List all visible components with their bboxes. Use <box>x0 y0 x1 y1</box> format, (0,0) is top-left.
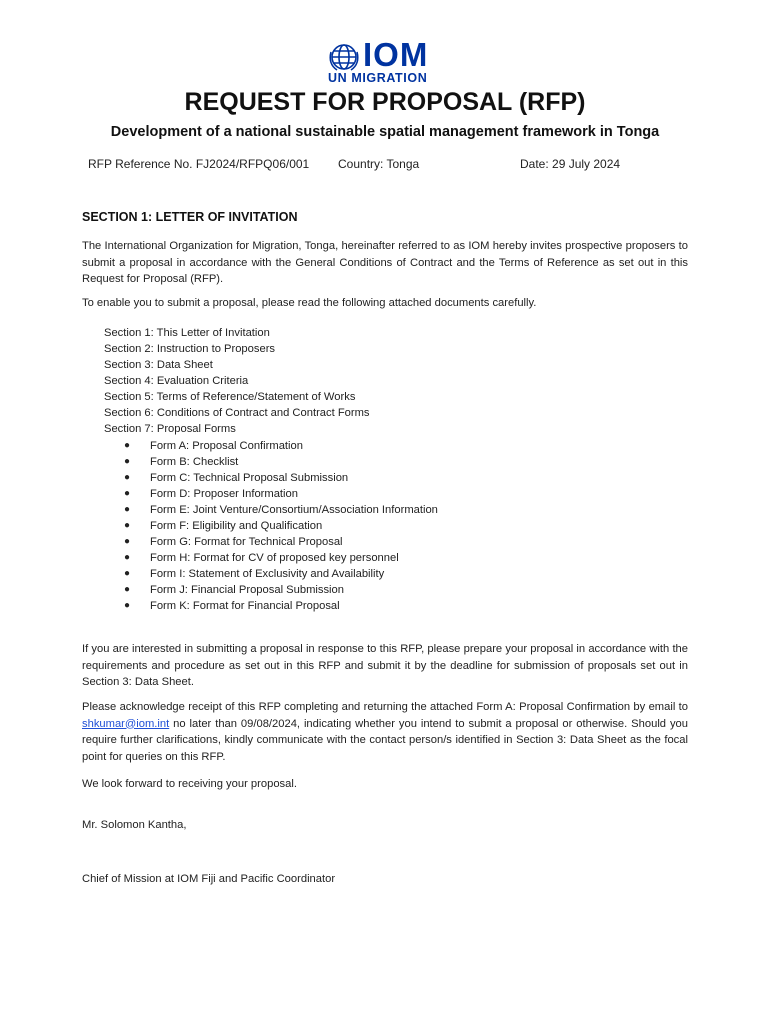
list-item <box>124 502 438 518</box>
form-label: Form D: Proposer Information <box>150 488 298 500</box>
intro-paragraph: The International Organization for Migration, Tonga, hereinafter referred to as IOM hereby invites prospective proposers to submit a proposal in accordance with the General Conditions of Contract and the Terms of Reference as set out in this Request for Proposal (RFP). <box>82 240 688 285</box>
bullet-icon: ● <box>124 488 131 499</box>
list-item: Section 6: Conditions of Contract and Contract Forms <box>104 407 370 419</box>
acknowledge-paragraph <box>82 699 688 765</box>
signatory-name: Mr. Solomon Kantha, <box>82 819 187 831</box>
form-label: Form E: Joint Venture/Consortium/Association Information <box>150 504 438 516</box>
acknowledge-text-before: Please acknowledge receipt of this RFP completing and returning the attached Form A: Proposal Confirmation by email to <box>82 701 688 713</box>
forms-list <box>124 438 438 614</box>
list-item: Section 7: Proposal Forms <box>104 423 236 435</box>
page-subtitle: Development of a national sustainable spatial management framework in Tonga <box>110 124 660 140</box>
list-item: Section 3: Data Sheet <box>104 359 213 371</box>
closing-line: We look forward to receiving your proposal. <box>82 778 297 790</box>
bullet-icon: ● <box>124 440 131 451</box>
bullet-icon: ● <box>124 568 131 579</box>
list-item <box>124 550 438 566</box>
rfp-reference: RFP Reference No. FJ2024/RFPQ06/001 <box>88 157 310 171</box>
bullet-icon: ● <box>124 584 131 595</box>
form-label: Form K: Format for Financial Proposal <box>150 600 340 612</box>
interest-paragraph: If you are interested in submitting a proposal in response to this RFP, please prepare your proposal in accordance with the requirements and procedure as set out in this RFP and submit it by the deadline for submission of proposals set out in Section 3: Data Sheet. <box>82 643 688 688</box>
enable-paragraph: To enable you to submit a proposal, please read the following attached documents carefully. <box>82 297 537 309</box>
bullet-icon: ● <box>124 600 131 611</box>
form-label: Form H: Format for CV of proposed key personnel <box>150 552 399 564</box>
page-title: REQUEST FOR PROPOSAL (RFP) <box>184 88 586 116</box>
bullet-icon: ● <box>124 472 131 483</box>
sections-list <box>104 325 370 437</box>
bullet-icon: ● <box>124 552 131 563</box>
list-item <box>124 534 438 550</box>
iom-logo <box>327 36 447 88</box>
list-item <box>124 438 438 454</box>
list-item <box>124 454 438 470</box>
list-item: Section 4: Evaluation Criteria <box>104 375 249 387</box>
form-label: Form I: Statement of Exclusivity and Availability <box>150 568 385 580</box>
list-item <box>124 470 438 486</box>
date: Date: 29 July 2024 <box>520 157 621 171</box>
form-label: Form J: Financial Proposal Submission <box>150 584 344 596</box>
logo-wordmark: IOM <box>363 36 429 73</box>
section-heading: SECTION 1: LETTER OF INVITATION <box>82 210 298 224</box>
list-item: Section 5: Terms of Reference/Statement of Works <box>104 391 356 403</box>
bullet-icon: ● <box>124 504 131 515</box>
form-label: Form G: Format for Technical Proposal <box>150 536 343 548</box>
list-item: Section 2: Instruction to Proposers <box>104 343 276 355</box>
form-label: Form C: Technical Proposal Submission <box>150 472 349 484</box>
bullet-icon: ● <box>124 536 131 547</box>
bullet-icon: ● <box>124 456 131 467</box>
globe-icon <box>327 42 361 74</box>
country: Country: Tonga <box>338 157 420 171</box>
form-label: Form F: Eligibility and Qualification <box>150 520 323 532</box>
list-item <box>124 518 438 534</box>
list-item <box>124 598 438 614</box>
list-item <box>124 582 438 598</box>
logo-tagline: UN MIGRATION <box>328 71 428 85</box>
acknowledge-text-after: no later than 09/08/2024, indicating whether you intend to submit a proposal or otherwise. Should you require further clarifications, kindly communicate with the contact person/s identified in Section 3: Data Sheet as the focal point for queries on this RFP. <box>82 717 688 763</box>
email-link[interactable]: shkumar@iom.int <box>82 717 170 730</box>
list-item <box>124 486 438 502</box>
form-label: Form A: Proposal Confirmation <box>150 440 303 452</box>
bullet-icon: ● <box>124 520 131 531</box>
list-item: Section 1: This Letter of Invitation <box>104 327 270 339</box>
list-item <box>124 566 438 582</box>
form-label: Form B: Checklist <box>150 456 239 468</box>
signatory-title: Chief of Mission at IOM Fiji and Pacific Coordinator <box>82 873 336 885</box>
